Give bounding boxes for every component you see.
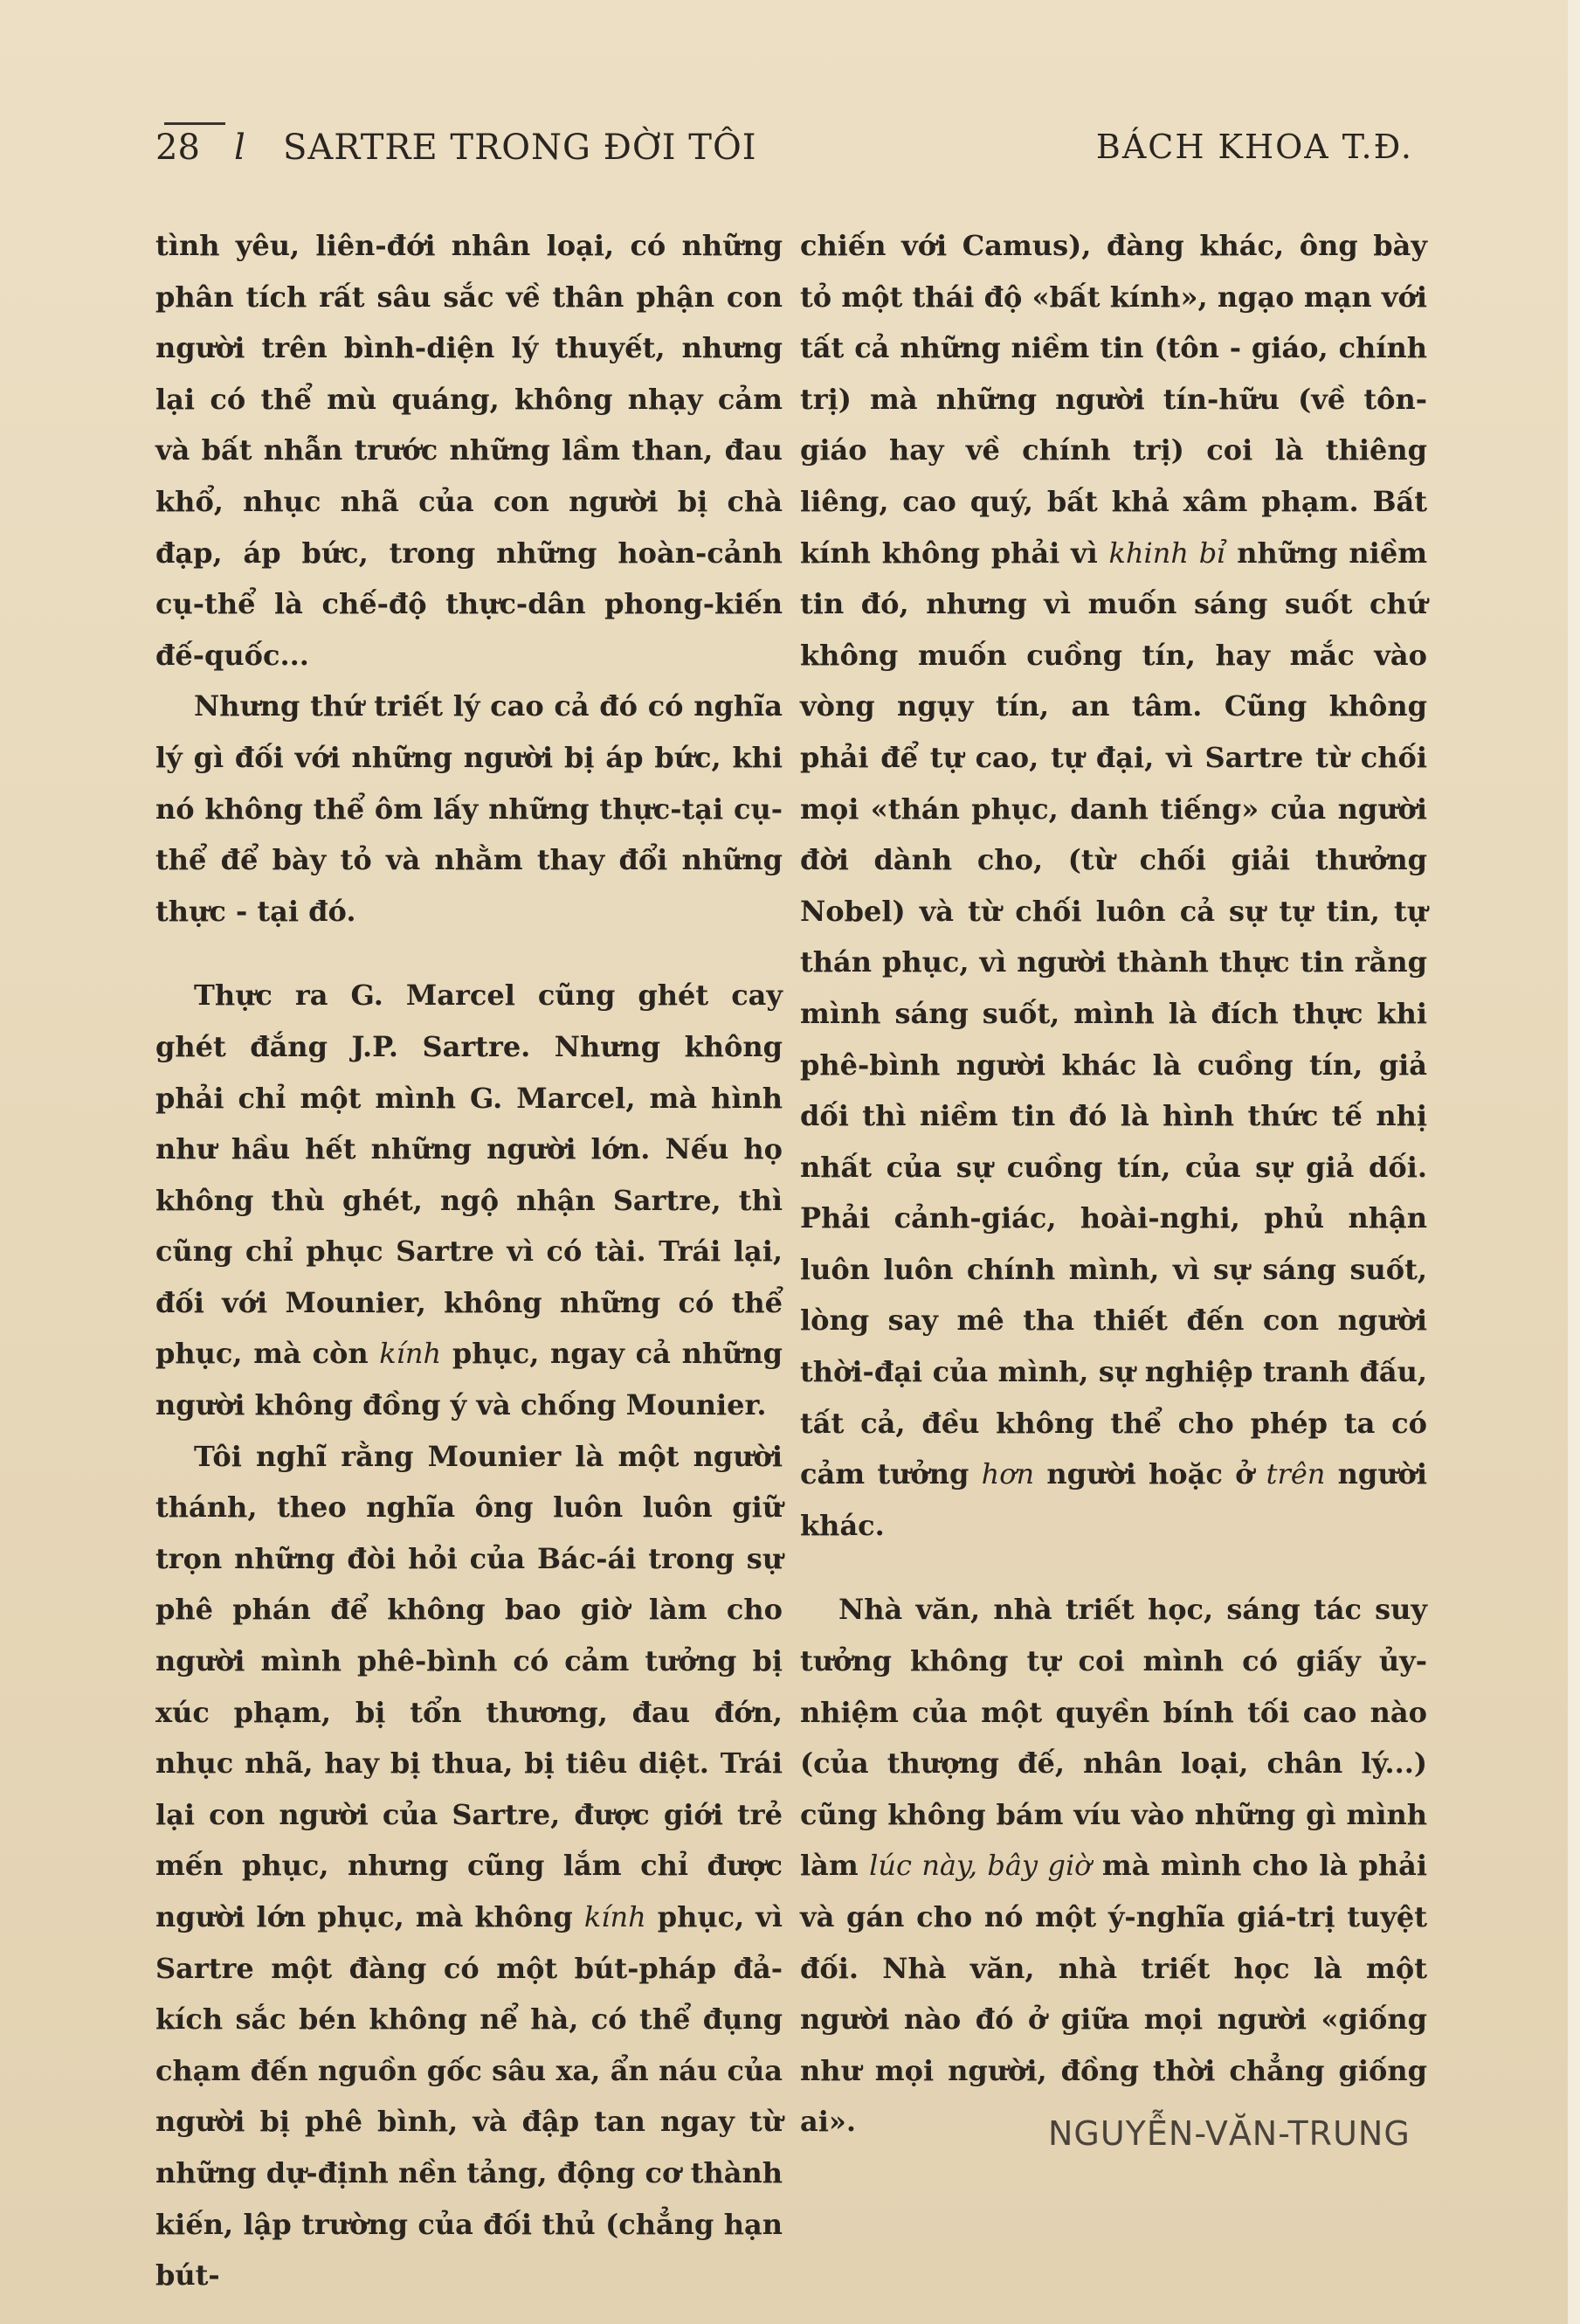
paragraph-4: Tôi nghĩ rằng Mounier là một người thánh, theo nghĩa ông luôn luôn giữ trọn những đòi hỏi của Bác-ái trong sự phê phán để không bao giờ làm cho người mình phê-bình có cảm tưởng bị xúc phạm, bị tổn thương, đau đớn, nhục nhã, hay bị thua, bị tiêu diệt. Trái lại con người của Sartre, được giới trẻ mến phục, nhưng cũng lắm chỉ được người lớn phục, mà không kính phục, vì Sartre một đàng có một bút-pháp đả-kích sắc bén không nể hà, có thể đụng chạm đến nguồn gốc sâu xa, ẩn náu của người bị phê bình, và đập tan ngay từ những dự-định nền tảng, động cơ thành kiến, lập trường của đối thủ (chẳng hạn bút- — [155, 1439, 783, 2293]
italic-kinh: kính — [379, 1337, 442, 1371]
running-title: SARTRE TRONG ĐỜI TÔI — [283, 128, 757, 168]
right-column — [800, 220, 1427, 2148]
italic-luc-nay: lúc này, bây giờ — [869, 1849, 1092, 1883]
header-separator: l — [234, 128, 245, 168]
publication-name: BÁCH KHOA T.Đ. — [1095, 128, 1413, 166]
header-rule — [164, 122, 225, 125]
author-signature: NGUYỄN-VĂN-TRUNG — [1048, 2114, 1411, 2153]
paragraph-6: Nhà văn, nhà triết học, sáng tác suy tưởng không tự coi mình có giấy ủy-nhiệm của một quyền bính tối cao nào (của thượng đế, nhân loại, chân lý...) cũng không bám víu vào những gì mình làm lúc này, bây giờ mà mình cho là phải và gán cho nó một ý-nghĩa giá-trị tuyệt đối. Nhà văn, nhà triết học là một người nào đó ở giữa mọi người «giống như mọi người, đồng thời chẳng giống ai». — [800, 1593, 1428, 2139]
left-column — [155, 220, 783, 2301]
page-header — [155, 122, 1413, 175]
page-number: 28 — [155, 128, 200, 168]
paragraph-2: Nhưng thứ triết lý cao cả đó có nghĩa lý gì đối với những người bị áp bức, khi nó không thể ôm lấy những thực-tại cụ-thể để bày tỏ và nhằm thay đổi những thực - tại đó. — [155, 689, 783, 928]
italic-hon: hơn — [981, 1457, 1035, 1491]
page-edge — [1568, 0, 1580, 2324]
italic-khinh-bi: khinh bỉ — [1108, 536, 1226, 570]
paragraph-5: chiến với Camus), đàng khác, ông bày tỏ một thái độ «bất kính», ngạo mạn với tất cả những niềm tin (tôn - giáo, chính trị) mà những người tín-hữu (về tôn-giáo hay về chính trị) coi là thiêng liêng, cao quý, bất khả xâm phạm. Bất kính không phải vì khinh bỉ những niềm tin đó, nhưng vì muốn sáng suốt chứ không muốn cuồng tín, hay mắc vào vòng ngụy tín, an tâm. Cũng không phải để tự cao, tự đại, vì Sartre từ chối mọi «thán phục, danh tiếng» của người đời dành cho, (từ chối giải thưởng Nobel) và từ chối luôn cả sự tự tin, tự thán phục, vì người thành thực tin rằng mình sáng suốt, mình là đích thực khi phê-bình người khác là cuồng tín, giả dối thì niềm tin đó là hình thức tế nhị nhất của sự cuồng tín, của sự giả dối. Phải cảnh-giác, hoài-nghi, phủ nhận luôn luôn chính mình, vì sự sáng suốt, lòng say mê tha thiết đến con người thời-đại của mình, sự nghiệp tranh đấu, tất cả, đều không thể cho phép ta có cảm tưởng hơn người hoặc ở trên người khác. — [800, 229, 1428, 1542]
italic-kinh-2: kính — [583, 1900, 646, 1933]
paragraph-1: tình yêu, liên-đới nhân loại, có những phân tích rất sâu sắc về thân phận con người trên bình-diện lý thuyết, nhưng lại có thể mù quáng, không nhạy cảm và bất nhẫn trước những lầm than, đau khổ, nhục nhã của con người bị chà đạp, áp bức, trong những hoàn-cảnh cụ-thể là chế-độ thực-dân phong-kiến đế-quốc... — [155, 229, 783, 672]
italic-tren: trên — [1266, 1457, 1326, 1491]
paragraph-3: Thực ra G. Marcel cũng ghét cay ghét đắng J.P. Sartre. Nhưng không phải chỉ một mình G. Marcel, mà hình như hầu hết những người lớn. Nếu họ không thù ghét, ngộ nhận Sartre, thì cũng chỉ phục Sartre vì có tài. Trái lại, đối với Mounier, không những có thể phục, mà còn kính phục, ngay cả những người không đồng ý và chống Mounier. — [155, 979, 783, 1422]
